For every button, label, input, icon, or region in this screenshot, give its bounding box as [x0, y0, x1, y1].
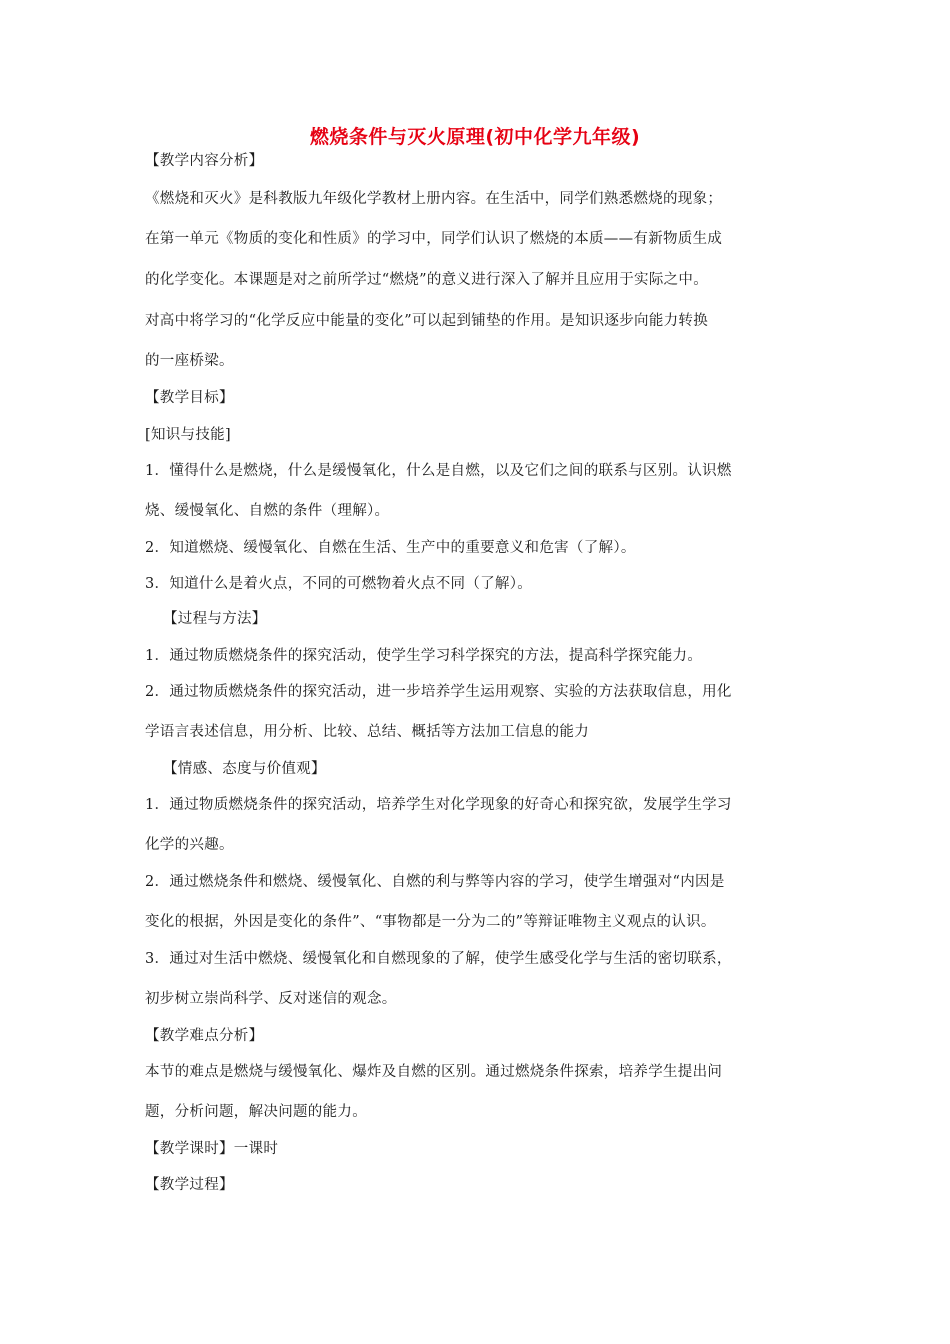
- list-item-line: 1．通过物质燃烧条件的探究活动，培养学生对化学现象的好奇心和探究欲，发展学生学习: [145, 797, 732, 813]
- section-heading-difficulty-analysis: 【教学难点分析】: [145, 1028, 264, 1044]
- paragraph-line: 的化学变化。本课题是对之前所学过“燃烧”的意义进行深入了解并且应用于实际之中。: [145, 272, 709, 288]
- paragraph-line: 本节的难点是燃烧与缓慢氧化、爆炸及自燃的区别。通过燃烧条件探索，培养学生提出问: [145, 1064, 723, 1080]
- list-item-line: 3．知道什么是着火点，不同的可燃物着火点不同（了解）。: [145, 576, 533, 592]
- list-item-line: 初步树立崇尚科学、反对迷信的观念。: [145, 991, 397, 1007]
- document-title: 燃烧条件与灭火原理(初中化学九年级): [309, 126, 641, 148]
- paragraph-line: 在第一单元《物质的变化和性质》的学习中，同学们认识了燃烧的本质——有新物质生成: [145, 231, 723, 247]
- paragraph-line: 《燃烧和灭火》是科教版九年级化学教材上册内容。在生活中，同学们熟悉燃烧的现象；: [145, 191, 723, 207]
- list-item-line: 1．通过物质燃烧条件的探究活动，使学生学习科学探究的方法，提高科学探究能力。: [145, 648, 703, 664]
- paragraph-line: 的一座桥梁。: [145, 353, 234, 369]
- section-heading-teaching-goals: 【教学目标】: [145, 390, 234, 406]
- list-item-line: 化学的兴趣。: [145, 837, 234, 853]
- list-item-line: 2．通过燃烧条件和燃烧、缓慢氧化、自燃的利与弊等内容的学习，使学生增强对“内因是: [145, 874, 725, 890]
- subsection-heading-knowledge-skills: [知识与技能]: [145, 427, 231, 443]
- list-item-line: 2．通过物质燃烧条件的探究活动，进一步培养学生运用观察、实验的方法获取信息，用化: [145, 684, 732, 700]
- list-item-line: 变化的根据，外因是变化的条件”、“事物都是一分为二的”等辩证唯物主义观点的认识。: [145, 914, 716, 930]
- paragraph-line: 题，分析问题，解决问题的能力。: [145, 1104, 367, 1120]
- list-item-line: 学语言表述信息，用分析、比较、总结、概括等方法加工信息的能力: [145, 724, 589, 740]
- section-heading-lesson-periods: 【教学课时】一课时: [145, 1141, 279, 1157]
- list-item-line: 3．通过对生活中燃烧、缓慢氧化和自燃现象的了解，使学生感受化学与生活的密切联系，: [145, 951, 732, 967]
- list-item-line: 2．知道燃烧、缓慢氧化、自燃在生活、生产中的重要意义和危害（了解）。: [145, 540, 636, 556]
- subsection-heading-attitudes-values: 【情感、态度与价值观】: [163, 761, 326, 777]
- paragraph-line: 对高中将学习的“化学反应中能量的变化”可以起到铺垫的作用。是知识逐步向能力转换: [145, 313, 709, 329]
- list-item-line: 烧、缓慢氧化、自燃的条件（理解）。: [145, 503, 390, 519]
- subsection-heading-process-methods: 【过程与方法】: [163, 611, 267, 627]
- section-heading-content-analysis: 【教学内容分析】: [145, 153, 264, 169]
- list-item-line: 1．懂得什么是燃烧，什么是缓慢氧化，什么是自燃，以及它们之间的联系与区别。认识燃: [145, 463, 732, 479]
- section-heading-teaching-process: 【教学过程】: [145, 1177, 234, 1193]
